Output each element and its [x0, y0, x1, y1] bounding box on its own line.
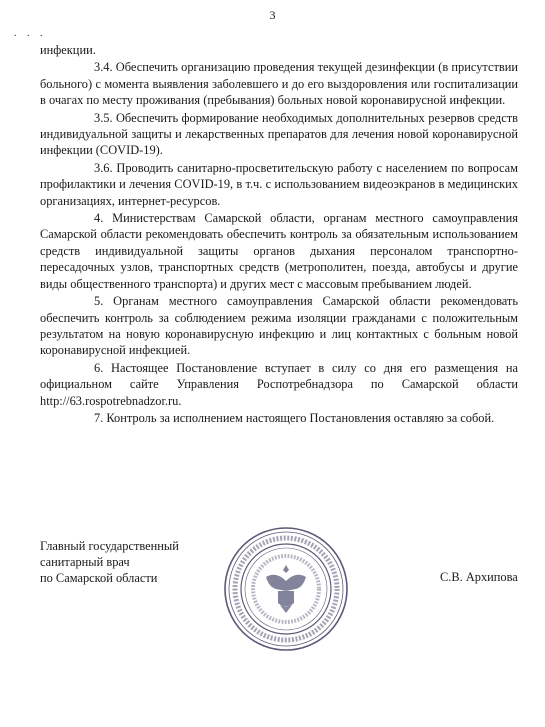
signer-title-line: Главный государственный	[40, 539, 179, 553]
paragraph-continuation: инфекции.	[40, 43, 96, 57]
signer-title	[40, 538, 179, 586]
signer-title-line: по Самарской области	[40, 571, 158, 585]
paragraph-3-6: 3.6. Проводить санитарно-просветительскую работу с населением по вопросам профилактики и лечения COVID-19, в т.ч. с использованием видеоэкранов в медицинских организациях, интернет-ресурсов.	[40, 160, 518, 208]
document-body	[40, 42, 518, 427]
signer-title-line: санитарный врач	[40, 555, 130, 569]
paragraph-4: 4. Министерствам Самарской области, органам местного самоуправления Самарской области рекомендовать обеспечить контроль за обязательным использованием средств индивидуальной защиты органов дыхания персоналом транспортно-пересадочных узлов, транспортных средств (метрополитен, поезда, автобусы и другие виды общественного транспорта) и других мест с массовым пребыванием людей.	[40, 211, 518, 291]
paragraph-6: 6. Настоящее Постановление вступает в силу со дня его размещения на официальном сайте Управления Роспотребнадзора по Самарской области http://63.rospotrebnadzor.ru.	[40, 360, 518, 408]
page-number: 3	[269, 8, 276, 22]
signer-name: С.В. Архипова	[440, 570, 518, 584]
official-seal-icon	[222, 525, 350, 653]
paragraph-7: 7. Контроль за исполнением настоящего Постановления оставляю за собой.	[94, 410, 495, 425]
paragraph-3-4: 3.4. Обеспечить организацию проведения текущей дезинфекции (в присутствии больного) с момента выявления заболевшего и до его выздоровления или госпитализации в очагах по месту проживания (пребывания) больных новой коронавирусной инфекции.	[40, 60, 518, 108]
paragraph-3-5: 3.5. Обеспечить формирование необходимых дополнительных резервов средств индивидуальной защиты и лекарственных препаратов для лечения новой коронавирусной инфекции (COVID-19).	[40, 110, 518, 158]
scan-artifact-dots: . . .	[14, 28, 47, 39]
paragraph-5: 5. Органам местного самоуправления Самарской области рекомендовать обеспечить контроль за соблюдением режима изоляции гражданами с положительным результатом на новую коронавирусную инфекцию и лиц контактных с больным новой коронавирусной инфекцией.	[40, 294, 518, 358]
